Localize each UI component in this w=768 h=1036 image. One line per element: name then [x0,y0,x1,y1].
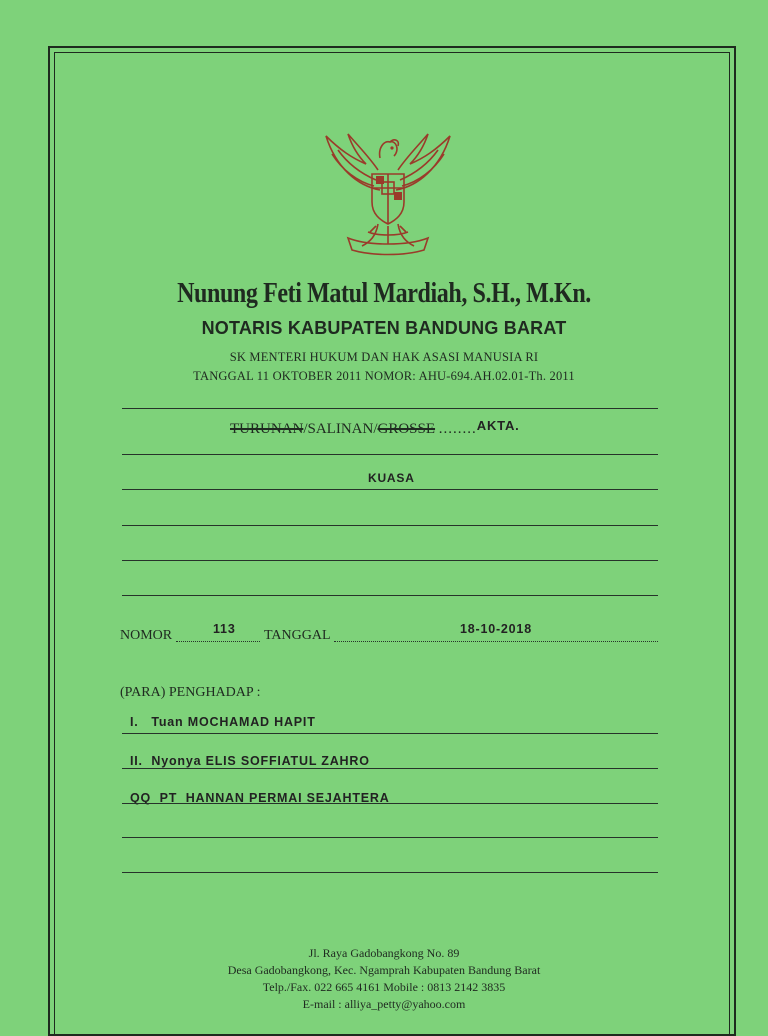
nomor-value: 113 [213,622,236,636]
rule [122,803,658,804]
nomor-label: NOMOR [120,628,173,643]
rule [122,408,658,409]
nomor-dotted-line [176,641,260,642]
sk-date-line: TANGGAL 11 OKTOBER 2011 NOMOR: AHU-694.AH.02.01-Th. 2011 [193,369,575,383]
address-email: E-mail : alliya_petty@yahoo.com [302,997,466,1011]
party-item: I. Tuan MOCHAMAD HAPIT [130,715,316,729]
party-item: II. Nyonya ELIS SOFFIATUL ZAHRO [130,754,370,768]
notary-name: Nunung Feti Matul Mardiah, S.H., M.Kn. [177,278,591,309]
office-address [0,945,768,1013]
party-item: QQ PT HANNAN PERMAI SEJAHTERA [130,791,390,805]
document-type-line [230,418,520,438]
rule [122,768,658,769]
garuda-emblem-icon [318,128,458,256]
rule [122,454,658,455]
rule [122,489,658,490]
address-phone: Telp./Fax. 022 665 4161 Mobile : 0813 2142 3835 [262,980,506,994]
rule [122,872,658,873]
tanggal-value: 18-10-2018 [460,622,532,636]
deed-title: KUASA [368,471,415,485]
address-street: Jl. Raya Gadobangkong No. 89 [308,946,460,960]
grosse-option: GROSSE [377,421,436,437]
rule [122,595,658,596]
notary-title: NOTARIS KABUPATEN BANDUNG BARAT [201,318,567,338]
tanggal-label: TANGGAL [264,628,331,643]
salinan-option: /SALINAN/ [303,421,378,437]
rule [122,733,658,734]
rule [122,560,658,561]
sk-decree-line: SK MENTERI HUKUM DAN HAK ASASI MANUSIA RI [229,350,539,364]
rule [122,837,658,838]
akta-label: AKTA. [476,418,520,433]
dotted-fill: ........ [438,421,477,437]
tanggal-dotted-line [334,641,658,642]
turunan-option: TURUNAN [230,421,304,437]
address-district: Desa Gadobangkong, Kec. Ngamprah Kabupaten Bandung Barat [227,963,541,977]
parties-label: (PARA) PENGHADAP : [120,685,261,700]
rule [122,525,658,526]
